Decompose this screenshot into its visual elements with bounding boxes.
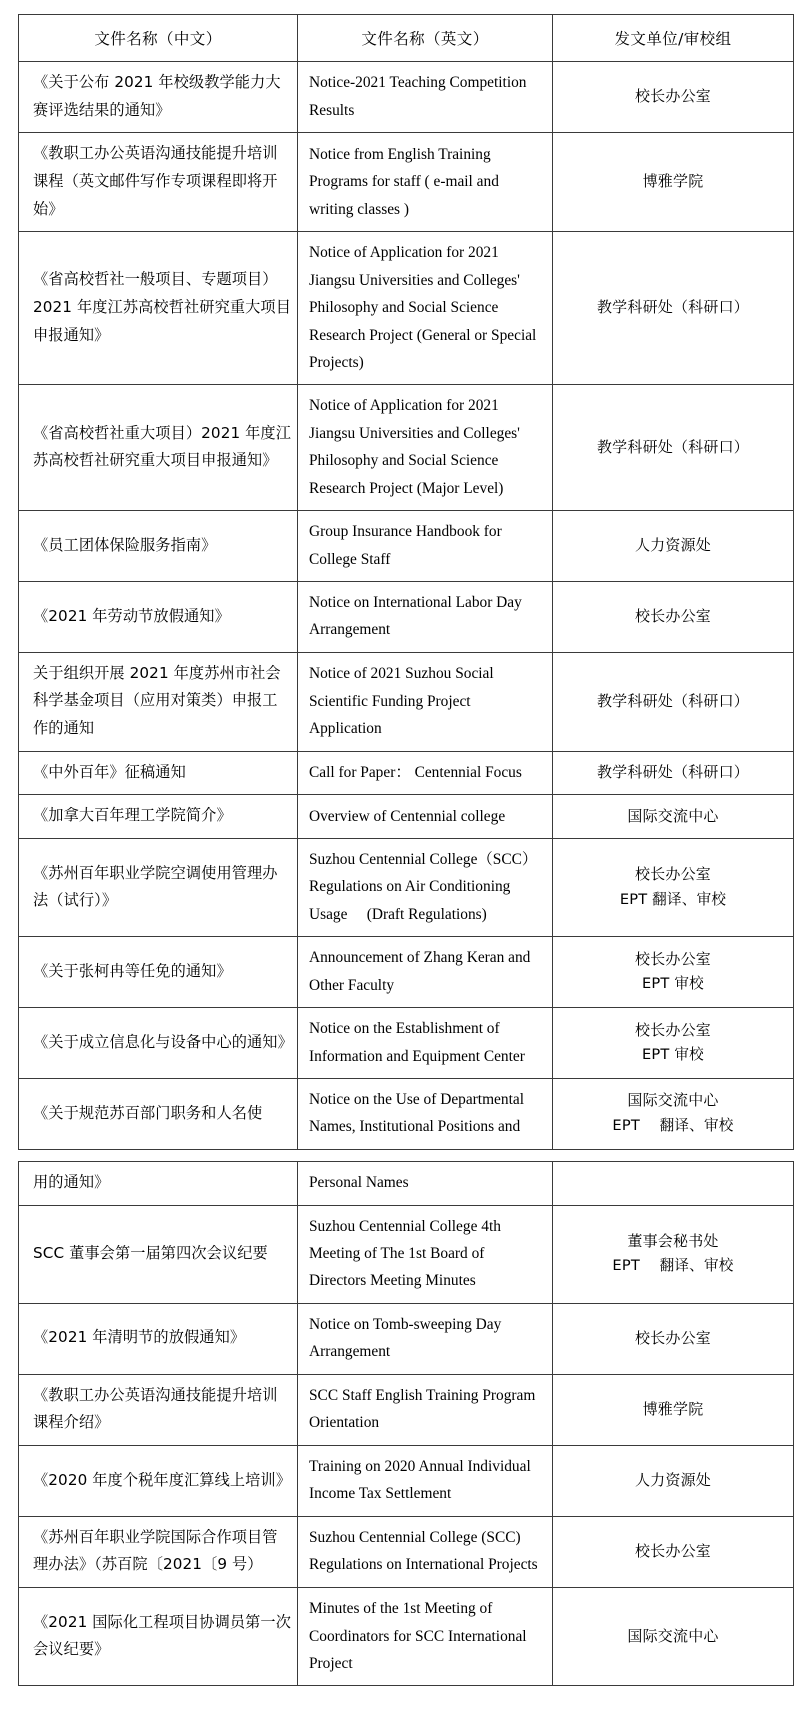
cell-chinese-name: 《省高校哲社重大项目）2021 年度江苏高校哲社研究重大项目申报通知》 (19, 385, 298, 511)
cell-english-name: Suzhou Centennial College 4th Meeting of The 1st Board of Directors Meeting Minutes (298, 1205, 553, 1303)
column-header-chinese-name: 文件名称（中文） (19, 15, 298, 62)
cell-chinese-name: 《中外百年》征稿通知 (19, 751, 298, 795)
cell-issuing-unit (553, 1161, 794, 1205)
cell-english-name: Personal Names (298, 1161, 553, 1205)
cell-english-name: Group Insurance Handbook for College Staff (298, 511, 553, 582)
cell-english-name: Notice of 2021 Suzhou Social Scientific Funding Project Application (298, 652, 553, 751)
cell-chinese-name: 《教职工办公英语沟通技能提升培训课程（英文邮件写作专项课程即将开始》 (19, 133, 298, 232)
cell-english-name: Suzhou Centennial College (SCC) Regulations on International Projects (298, 1516, 553, 1587)
cell-chinese-name: 《苏州百年职业学院国际合作项目管理办法》（苏百院〔2021〔9 号） (19, 1516, 298, 1587)
cell-issuing-unit (553, 795, 794, 839)
cell-english-name: Notice on the Use of Departmental Names, Institutional Positions and (298, 1079, 553, 1150)
cell-chinese-name: 《2021 年劳动节放假通知》 (19, 581, 298, 652)
cell-english-name: Announcement of Zhang Keran and Other Faculty (298, 937, 553, 1008)
table-body-page1 (19, 62, 794, 1150)
cell-issuing-unit (553, 133, 794, 232)
issuing-unit-name: 校长办公室 (634, 1328, 711, 1347)
issuing-unit-name: 校长办公室 (634, 865, 711, 884)
cell-english-name: Notice from English Training Programs for staff ( e-mail and writing classes ) (298, 133, 553, 232)
table-row (19, 1374, 794, 1445)
cell-english-name: Notice of Application for 2021 Jiangsu Universities and Colleges' Philosophy and Social Science Research Project (General or Special Projects) (298, 232, 553, 385)
table-body-page2 (19, 1161, 794, 1686)
cell-issuing-unit (553, 385, 794, 511)
cell-chinese-name: 《关于规范苏百部门职务和人名使 (19, 1079, 298, 1150)
review-group-name: EPT 翻译、审校 (619, 890, 727, 908)
table-row (19, 1161, 794, 1205)
issuing-unit-name: 教学科研处（科研口） (596, 762, 749, 781)
cell-english-name: Call for Paper： Centennial Focus (298, 751, 553, 795)
cell-english-name: Overview of Centennial college (298, 795, 553, 839)
cell-issuing-unit (553, 1079, 794, 1150)
file-translation-table-page2 (18, 1161, 794, 1687)
issuing-unit-name: 教学科研处（科研口） (596, 437, 749, 456)
cell-english-name: Notice on Tomb-sweeping Day Arrangement (298, 1303, 553, 1374)
cell-chinese-name: 《省高校哲社一般项目、专题项目）2021 年度江苏高校哲社研究重大项目申报通知》 (19, 232, 298, 385)
issuing-unit-name: 教学科研处（科研口） (596, 298, 749, 317)
issuing-unit-name: 教学科研处（科研口） (596, 691, 749, 710)
cell-chinese-name: 《教职工办公英语沟通技能提升培训课程介绍》 (19, 1374, 298, 1445)
table-row (19, 385, 794, 511)
table-row (19, 839, 794, 937)
cell-chinese-name: 用的通知》 (19, 1161, 298, 1205)
review-group-name: EPT 翻译、审校 (612, 1116, 734, 1134)
review-group-name: EPT 审校 (642, 975, 704, 993)
table-row (19, 1445, 794, 1516)
cell-chinese-name: 《员工团体保险服务指南》 (19, 511, 298, 582)
cell-chinese-name: 《苏州百年职业学院空调使用管理办法（试行）》 (19, 839, 298, 937)
cell-english-name: Notice on the Establishment of Information and Equipment Center (298, 1008, 553, 1079)
table-row (19, 1588, 794, 1686)
column-header-issuing-unit: 发文单位/审校组 (553, 15, 794, 62)
cell-chinese-name: 关于组织开展 2021 年度苏州市社会科学基金项目（应用对策类）申报工作的通知 (19, 652, 298, 751)
cell-english-name: Notice on International Labor Day Arrangement (298, 581, 553, 652)
table-row (19, 1079, 794, 1150)
cell-issuing-unit (553, 511, 794, 582)
issuing-unit-name: 博雅学院 (642, 1399, 704, 1418)
cell-english-name: Notice-2021 Teaching Competition Results (298, 62, 553, 133)
issuing-unit-name: 人力资源处 (634, 535, 711, 554)
cell-chinese-name: 《加拿大百年理工学院简介》 (19, 795, 298, 839)
cell-chinese-name: SCC 董事会第一届第四次会议纪要 (19, 1205, 298, 1303)
cell-chinese-name: 《2020 年度个税年度汇算线上培训》 (19, 1445, 298, 1516)
table-row (19, 232, 794, 385)
cell-issuing-unit (553, 232, 794, 385)
cell-issuing-unit (553, 1588, 794, 1686)
table-row (19, 1303, 794, 1374)
issuing-unit-name: 国际交流中心 (627, 806, 719, 825)
review-group-name: EPT 审校 (642, 1045, 704, 1063)
table-header (19, 15, 794, 62)
cell-issuing-unit (553, 1516, 794, 1587)
issuing-unit-name: 校长办公室 (634, 1020, 711, 1039)
cell-issuing-unit (553, 581, 794, 652)
table-row (19, 1008, 794, 1079)
cell-issuing-unit (553, 839, 794, 937)
table-row (19, 937, 794, 1008)
cell-english-name: Training on 2020 Annual Individual Income Tax Settlement (298, 1445, 553, 1516)
table-row (19, 1205, 794, 1303)
cell-english-name: Notice of Application for 2021 Jiangsu Universities and Colleges' Philosophy and Social Science Research Project (Major Level) (298, 385, 553, 511)
table-row (19, 133, 794, 232)
cell-issuing-unit (553, 937, 794, 1008)
table-row (19, 652, 794, 751)
cell-chinese-name: 《2021 年清明节的放假通知》 (19, 1303, 298, 1374)
table-row (19, 581, 794, 652)
cell-issuing-unit (553, 1008, 794, 1079)
table-row (19, 1516, 794, 1587)
cell-english-name: SCC Staff English Training Program Orientation (298, 1374, 553, 1445)
issuing-unit-name: 校长办公室 (634, 1541, 711, 1560)
cell-english-name: Minutes of the 1st Meeting of Coordinators for SCC International Project (298, 1588, 553, 1686)
issuing-unit-name: 人力资源处 (634, 1470, 711, 1489)
review-group-name: EPT 翻译、审校 (612, 1256, 734, 1274)
table-row (19, 795, 794, 839)
cell-chinese-name: 《关于公布 2021 年校级教学能力大赛评选结果的通知》 (19, 62, 298, 133)
issuing-unit-name: 董事会秘书处 (627, 1231, 719, 1250)
cell-chinese-name: 《关于成立信息化与设备中心的通知》 (19, 1008, 298, 1079)
cell-chinese-name: 《2021 国际化工程项目协调员第一次会议纪要》 (19, 1588, 298, 1686)
cell-issuing-unit (553, 62, 794, 133)
cell-issuing-unit (553, 652, 794, 751)
table-row (19, 62, 794, 133)
column-header-english-name: 文件名称（英文） (298, 15, 553, 62)
cell-issuing-unit (553, 1374, 794, 1445)
issuing-unit-name: 校长办公室 (634, 606, 711, 625)
file-translation-table-page1 (18, 14, 794, 1150)
issuing-unit-name: 国际交流中心 (627, 1626, 719, 1645)
cell-issuing-unit (553, 1445, 794, 1516)
cell-english-name: Suzhou Centennial College（SCC）Regulations on Air Conditioning Usage (Draft Regulations) (298, 839, 553, 937)
table-header-row (19, 15, 794, 62)
issuing-unit-name: 国际交流中心 (627, 1091, 719, 1110)
issuing-unit-name: 校长办公室 (634, 949, 711, 968)
table-row (19, 511, 794, 582)
issuing-unit-name: 校长办公室 (634, 87, 711, 106)
cell-issuing-unit (553, 1303, 794, 1374)
cell-issuing-unit (553, 1205, 794, 1303)
cell-chinese-name: 《关于张柯冉等任免的通知》 (19, 937, 298, 1008)
cell-issuing-unit (553, 751, 794, 795)
issuing-unit-name: 博雅学院 (642, 172, 704, 191)
table-row (19, 751, 794, 795)
